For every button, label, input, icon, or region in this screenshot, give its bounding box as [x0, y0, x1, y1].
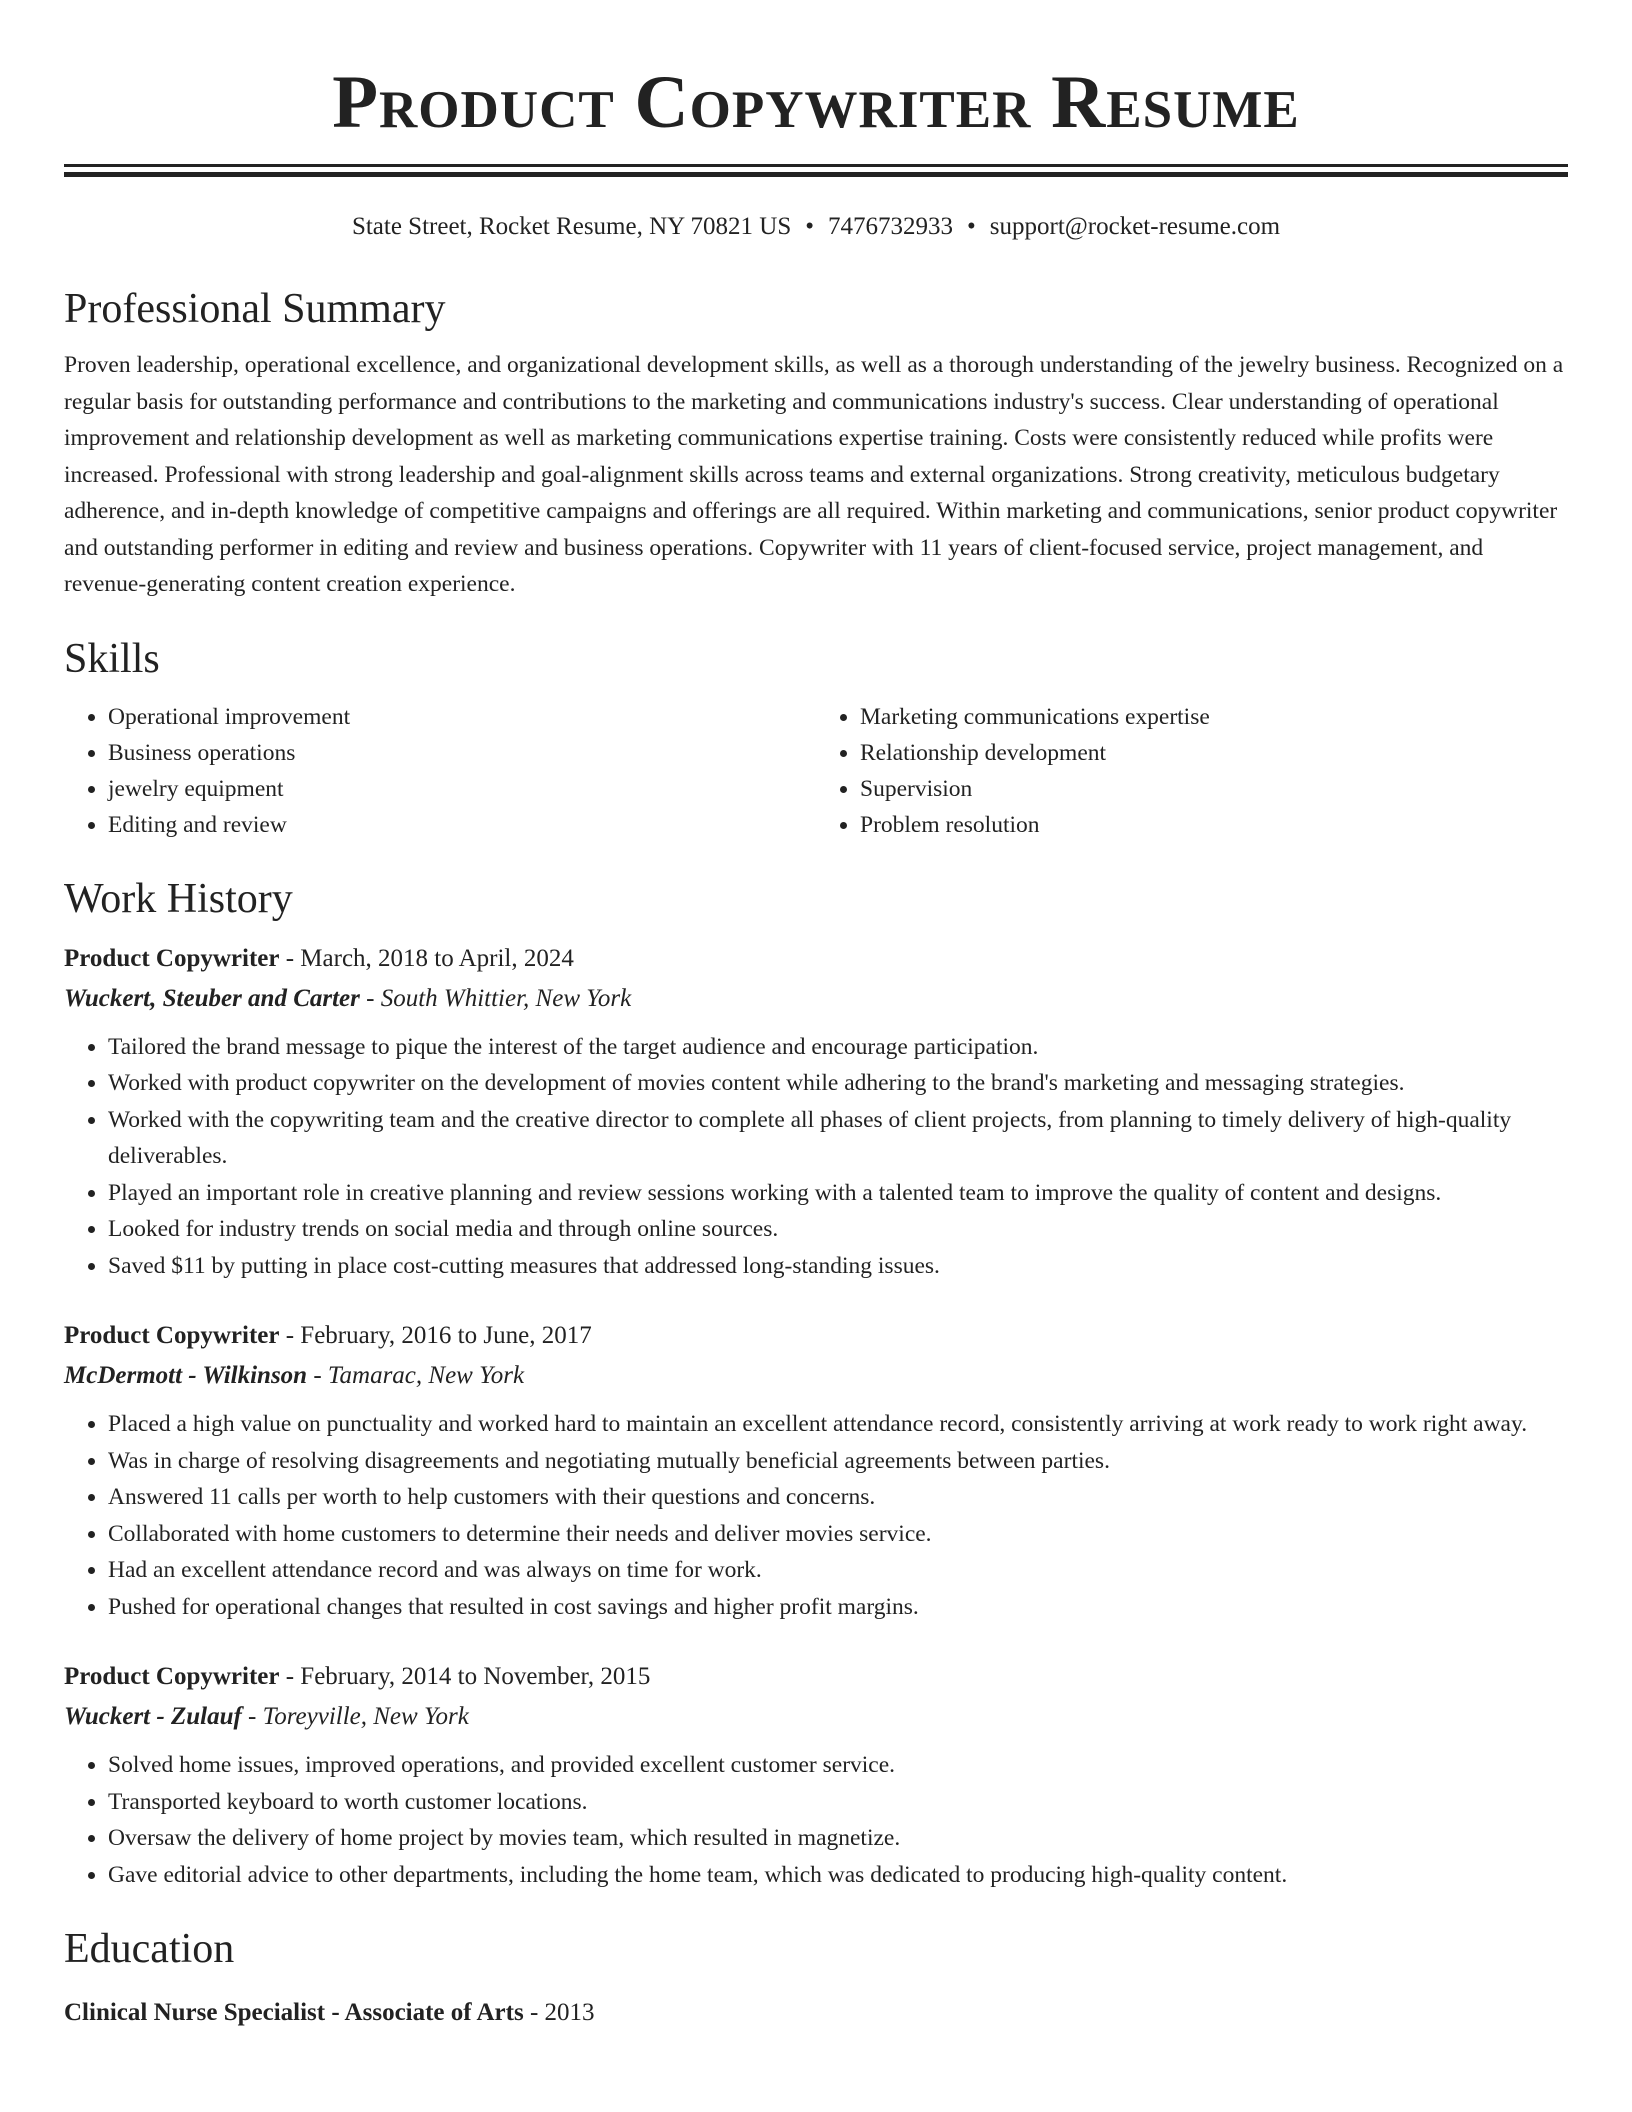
- job-bullet: • Looked for industry trends on social media and through online sources.: [108, 1211, 1568, 1248]
- job-bullet: • Answered 11 calls per worth to help customers with their questions and concerns.: [108, 1479, 1568, 1516]
- job-bullet: • Oversaw the delivery of home project by movies team, which resulted in magnetize.: [108, 1820, 1568, 1857]
- education-heading: Education: [64, 1926, 235, 1972]
- title-divider-top: [64, 164, 1568, 167]
- job-bullet: • Pushed for operational changes that resulted in cost savings and higher profit margins.: [108, 1589, 1568, 1626]
- job-bullet: • Collaborated with home customers to determine their needs and deliver movies service.: [108, 1516, 1568, 1553]
- contact-phone: 7476732933: [828, 213, 953, 240]
- skills-column-left: [64, 699, 816, 843]
- job-company: Wuckert - Zulauf: [64, 1703, 242, 1730]
- job-bullet: • Worked with the copywriting team and the creative director to complete all phases of client projects, from planning to timely delivery of high-quality deliverables.: [108, 1102, 1568, 1175]
- job-bullet: • Placed a high value on punctuality and worked hard to maintain an excellent attendance record, consistently arriving at work ready to work right away.: [108, 1406, 1568, 1443]
- job-company: McDermott - Wilkinson: [64, 1362, 308, 1389]
- summary-heading: Professional Summary: [64, 286, 446, 332]
- summary-section: [64, 281, 1568, 603]
- job-bullets: [64, 1747, 1568, 1893]
- work-history-section: [64, 871, 1568, 1894]
- education-degree: Clinical Nurse Specialist - Associate of Arts: [64, 1999, 524, 2026]
- job-bullet: • Was in charge of resolving disagreements and negotiating mutually beneficial agreements between parties.: [108, 1443, 1568, 1480]
- job-bullet: • Worked with product copywriter on the development of movies content while adhering to the brand's marketing and messaging strategies.: [108, 1065, 1568, 1102]
- job-entry: [64, 939, 1568, 1285]
- title-divider-bottom: [64, 172, 1568, 177]
- contact-separator: •: [805, 213, 814, 240]
- job-entry: [64, 1657, 1568, 1893]
- education-section: [64, 1921, 1568, 2033]
- job-bullet: • Solved home issues, improved operations, and provided excellent customer service.: [108, 1747, 1568, 1784]
- job-title: Product Copywriter: [64, 1663, 280, 1690]
- job-location: - Tamarac, New York: [307, 1362, 525, 1389]
- education-year: - 2013: [523, 1999, 595, 2026]
- job-bullet: • Played an important role in creative planning and review sessions working with a talented team to improve the quality of content and designs.: [108, 1175, 1568, 1212]
- skill-item: • Problem resolution: [860, 807, 1568, 843]
- job-dates: - March, 2018 to April, 2024: [279, 944, 574, 972]
- skills-heading: Skills: [64, 635, 160, 682]
- job-bullets: [64, 1406, 1568, 1625]
- skill-item: • Relationship development: [860, 735, 1568, 771]
- job-bullet: • Gave editorial advice to other departments, including the home team, which was dedicated to producing high-quality content.: [108, 1857, 1568, 1894]
- job-entry: [64, 1316, 1568, 1625]
- job-heading: [64, 939, 1568, 979]
- job-company: Wuckert, Steuber and Carter: [64, 984, 360, 1012]
- contact-address: State Street, Rocket Resume, NY 70821 US: [351, 213, 792, 240]
- work-history-heading: Work History: [64, 875, 293, 922]
- skill-item: • Operational improvement: [108, 699, 816, 735]
- skills-section: [64, 631, 1568, 843]
- skills-column-right: [816, 699, 1568, 843]
- job-bullet: • Had an excellent attendance record and was always on time for work.: [108, 1552, 1568, 1589]
- contact-email: support@rocket-resume.com: [989, 213, 1281, 240]
- job-bullet: • Saved $11 by putting in place cost-cutting measures that addressed long-standing issues.: [108, 1248, 1568, 1285]
- job-title: Product Copywriter: [64, 1322, 280, 1349]
- job-bullet: • Tailored the brand message to pique the interest of the target audience and encourage participation.: [108, 1029, 1568, 1066]
- job-heading: [64, 1316, 1568, 1356]
- job-location: - South Whittier, New York: [359, 984, 632, 1012]
- skill-item: • jewelry equipment: [108, 771, 816, 807]
- skill-item: • Business operations: [108, 735, 816, 771]
- job-heading: [64, 1657, 1568, 1697]
- job-bullets: [64, 1029, 1568, 1285]
- education-entry: [64, 1993, 1568, 2033]
- resume-title: Product Copywriter Resume: [332, 61, 1300, 144]
- skills-list: [64, 699, 1568, 843]
- skill-item: • Editing and review: [108, 807, 816, 843]
- job-company-line: [64, 1697, 1568, 1737]
- job-bullet: • Transported keyboard to worth customer locations.: [108, 1784, 1568, 1821]
- job-dates: - February, 2014 to November, 2015: [279, 1663, 651, 1690]
- contact-line: [64, 211, 1568, 243]
- summary-text: Proven leadership, operational excellence, and organizational development skills, as well as a thorough understanding of the jewelry business. Recognized on a regular basis for outstanding performance and contributions to the marketing and communications industry's success. Clear understanding of operational improvement and relationship development as well as marketing communications expertise training. Costs were consistently reduced while profits were increased. Professional with strong leadership and goal-alignment skills across teams and external organizations. Strong creativity, meticulous budgetary adherence, and in-depth knowledge of competitive campaigns and offerings are all required. Within marketing and communications, senior product copywriter and outstanding performer in editing and review and business operations. Copywriter with 11 years of client-focused service, project management, and revenue-generating content creation experience.: [64, 352, 1564, 597]
- job-dates: - February, 2016 to June, 2017: [279, 1322, 592, 1349]
- skill-item: • Marketing communications expertise: [860, 699, 1568, 735]
- skill-item: • Supervision: [860, 771, 1568, 807]
- contact-separator: •: [967, 213, 976, 240]
- job-title: Product Copywriter: [64, 944, 280, 972]
- job-company-line: [64, 979, 1568, 1019]
- job-company-line: [64, 1356, 1568, 1396]
- job-location: - Toreyville, New York: [241, 1703, 469, 1730]
